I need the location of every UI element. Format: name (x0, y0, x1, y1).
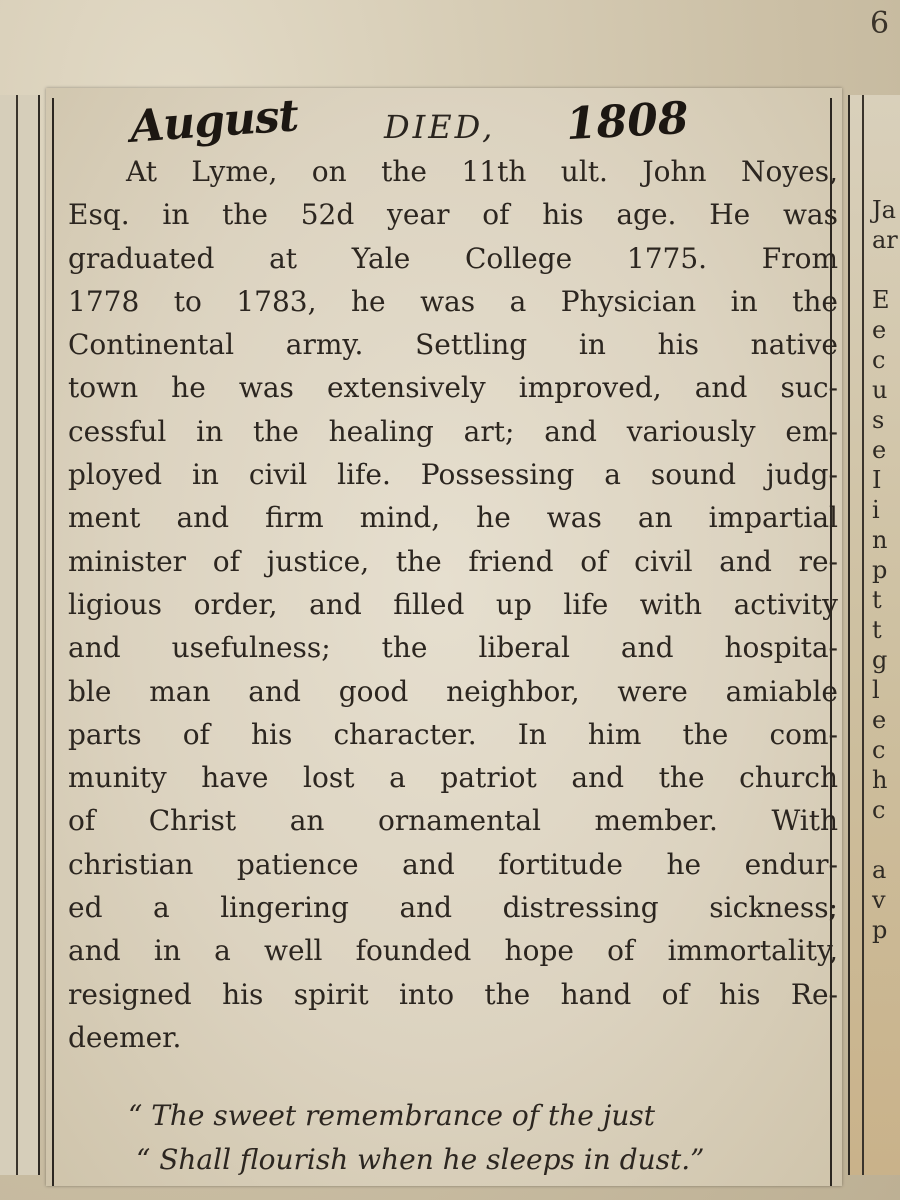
fragment-letter: p (872, 556, 888, 584)
paragraph-line: cessful in the healing art; and variously em- (68, 414, 838, 448)
fragment-letter: e (872, 706, 887, 734)
column-rule (862, 95, 864, 1175)
verse-line: “ The sweet remembrance of the just (128, 1099, 656, 1132)
left-neighbor-clipping (0, 95, 40, 1175)
fragment-letter: h (872, 766, 888, 794)
paragraph-line: deemer. (68, 1020, 182, 1054)
verse-line: “ Shall flourish when he sleeps in dust.” (136, 1143, 705, 1176)
paragraph-line: town he was extensively improved, and suc- (68, 371, 838, 405)
right-column-fragments (872, 195, 898, 945)
paragraph-line: minister of justice, the friend of civil and re- (68, 544, 838, 578)
fragment-letter: I (872, 466, 882, 494)
paragraph-line: At Lyme, on the 11th ult. John Noyes, (126, 155, 838, 188)
fragment-letter: c (872, 346, 886, 374)
column-rule-left (52, 98, 54, 1186)
heading-died: DIED, (384, 108, 496, 146)
paragraph-line: resigned his spirit into the hand of his Re- (68, 977, 838, 1011)
fragment-letter: n (872, 526, 888, 554)
paragraph-line: graduated at Yale College 1775. From (68, 241, 838, 275)
paragraph-line: parts of his character. In him the com- (68, 717, 838, 751)
paragraph-line: ment and firm mind, he was an impartial (68, 501, 838, 535)
fragment-letter: t (872, 616, 882, 644)
fragment-letter (872, 255, 898, 285)
paragraph-line: and in a well founded hope of immortality, (68, 934, 838, 968)
fragment-letter: i (872, 496, 880, 524)
paragraph-line: Continental army. Settling in his native (68, 328, 838, 362)
fragment-letter: s (872, 406, 885, 434)
paragraph-line: ed a lingering and distressing sickness; (68, 891, 838, 925)
paragraph-line: christian patience and fortitude he endur- (68, 847, 838, 881)
fragment-letter: c (872, 736, 886, 764)
paragraph-line: 1778 to 1783, he was a Physician in the (68, 284, 838, 318)
fragment-letter: E (872, 286, 890, 314)
paragraph-line: and usefulness; the liberal and hospita- (68, 631, 838, 665)
fragment-letter: Ja (872, 196, 896, 224)
fragment-letter: ar (872, 226, 898, 254)
verse-quote (128, 1094, 828, 1182)
handwritten-month: August (128, 90, 300, 153)
fragment-letter: g (872, 646, 888, 674)
paragraph-line: munity have lost a patriot and the church (68, 761, 838, 795)
paragraph-line: of Christ an ornamental member. With (68, 804, 838, 838)
paragraph-line: ble man and good neighbor, were amiable (68, 674, 838, 708)
fragment-letter: p (872, 916, 888, 944)
fragment-letter: u (872, 376, 888, 404)
fragment-letter: e (872, 316, 887, 344)
fragment-letter (872, 825, 898, 855)
page-number: 6 (870, 6, 890, 41)
paragraph-line: ligious order, and filled up life with activity (68, 587, 838, 621)
right-neighbor-clipping (848, 95, 900, 1175)
paragraph-line: Esq. in the 52d year of his age. He was (68, 198, 838, 232)
obituary-text (68, 150, 838, 1059)
handwritten-year: 1808 (564, 92, 690, 151)
fragment-letter: e (872, 436, 887, 464)
fragment-letter: t (872, 586, 882, 614)
column-rule (16, 95, 18, 1175)
fragment-letter: l (872, 676, 880, 704)
fragment-letter: c (872, 796, 886, 824)
fragment-letter: v (872, 886, 886, 914)
obituary-clipping (46, 88, 842, 1186)
paragraph-line: ployed in civil life. Possessing a sound judg- (68, 458, 838, 492)
fragment-letter: a (872, 856, 887, 884)
clipping-header (46, 90, 842, 154)
